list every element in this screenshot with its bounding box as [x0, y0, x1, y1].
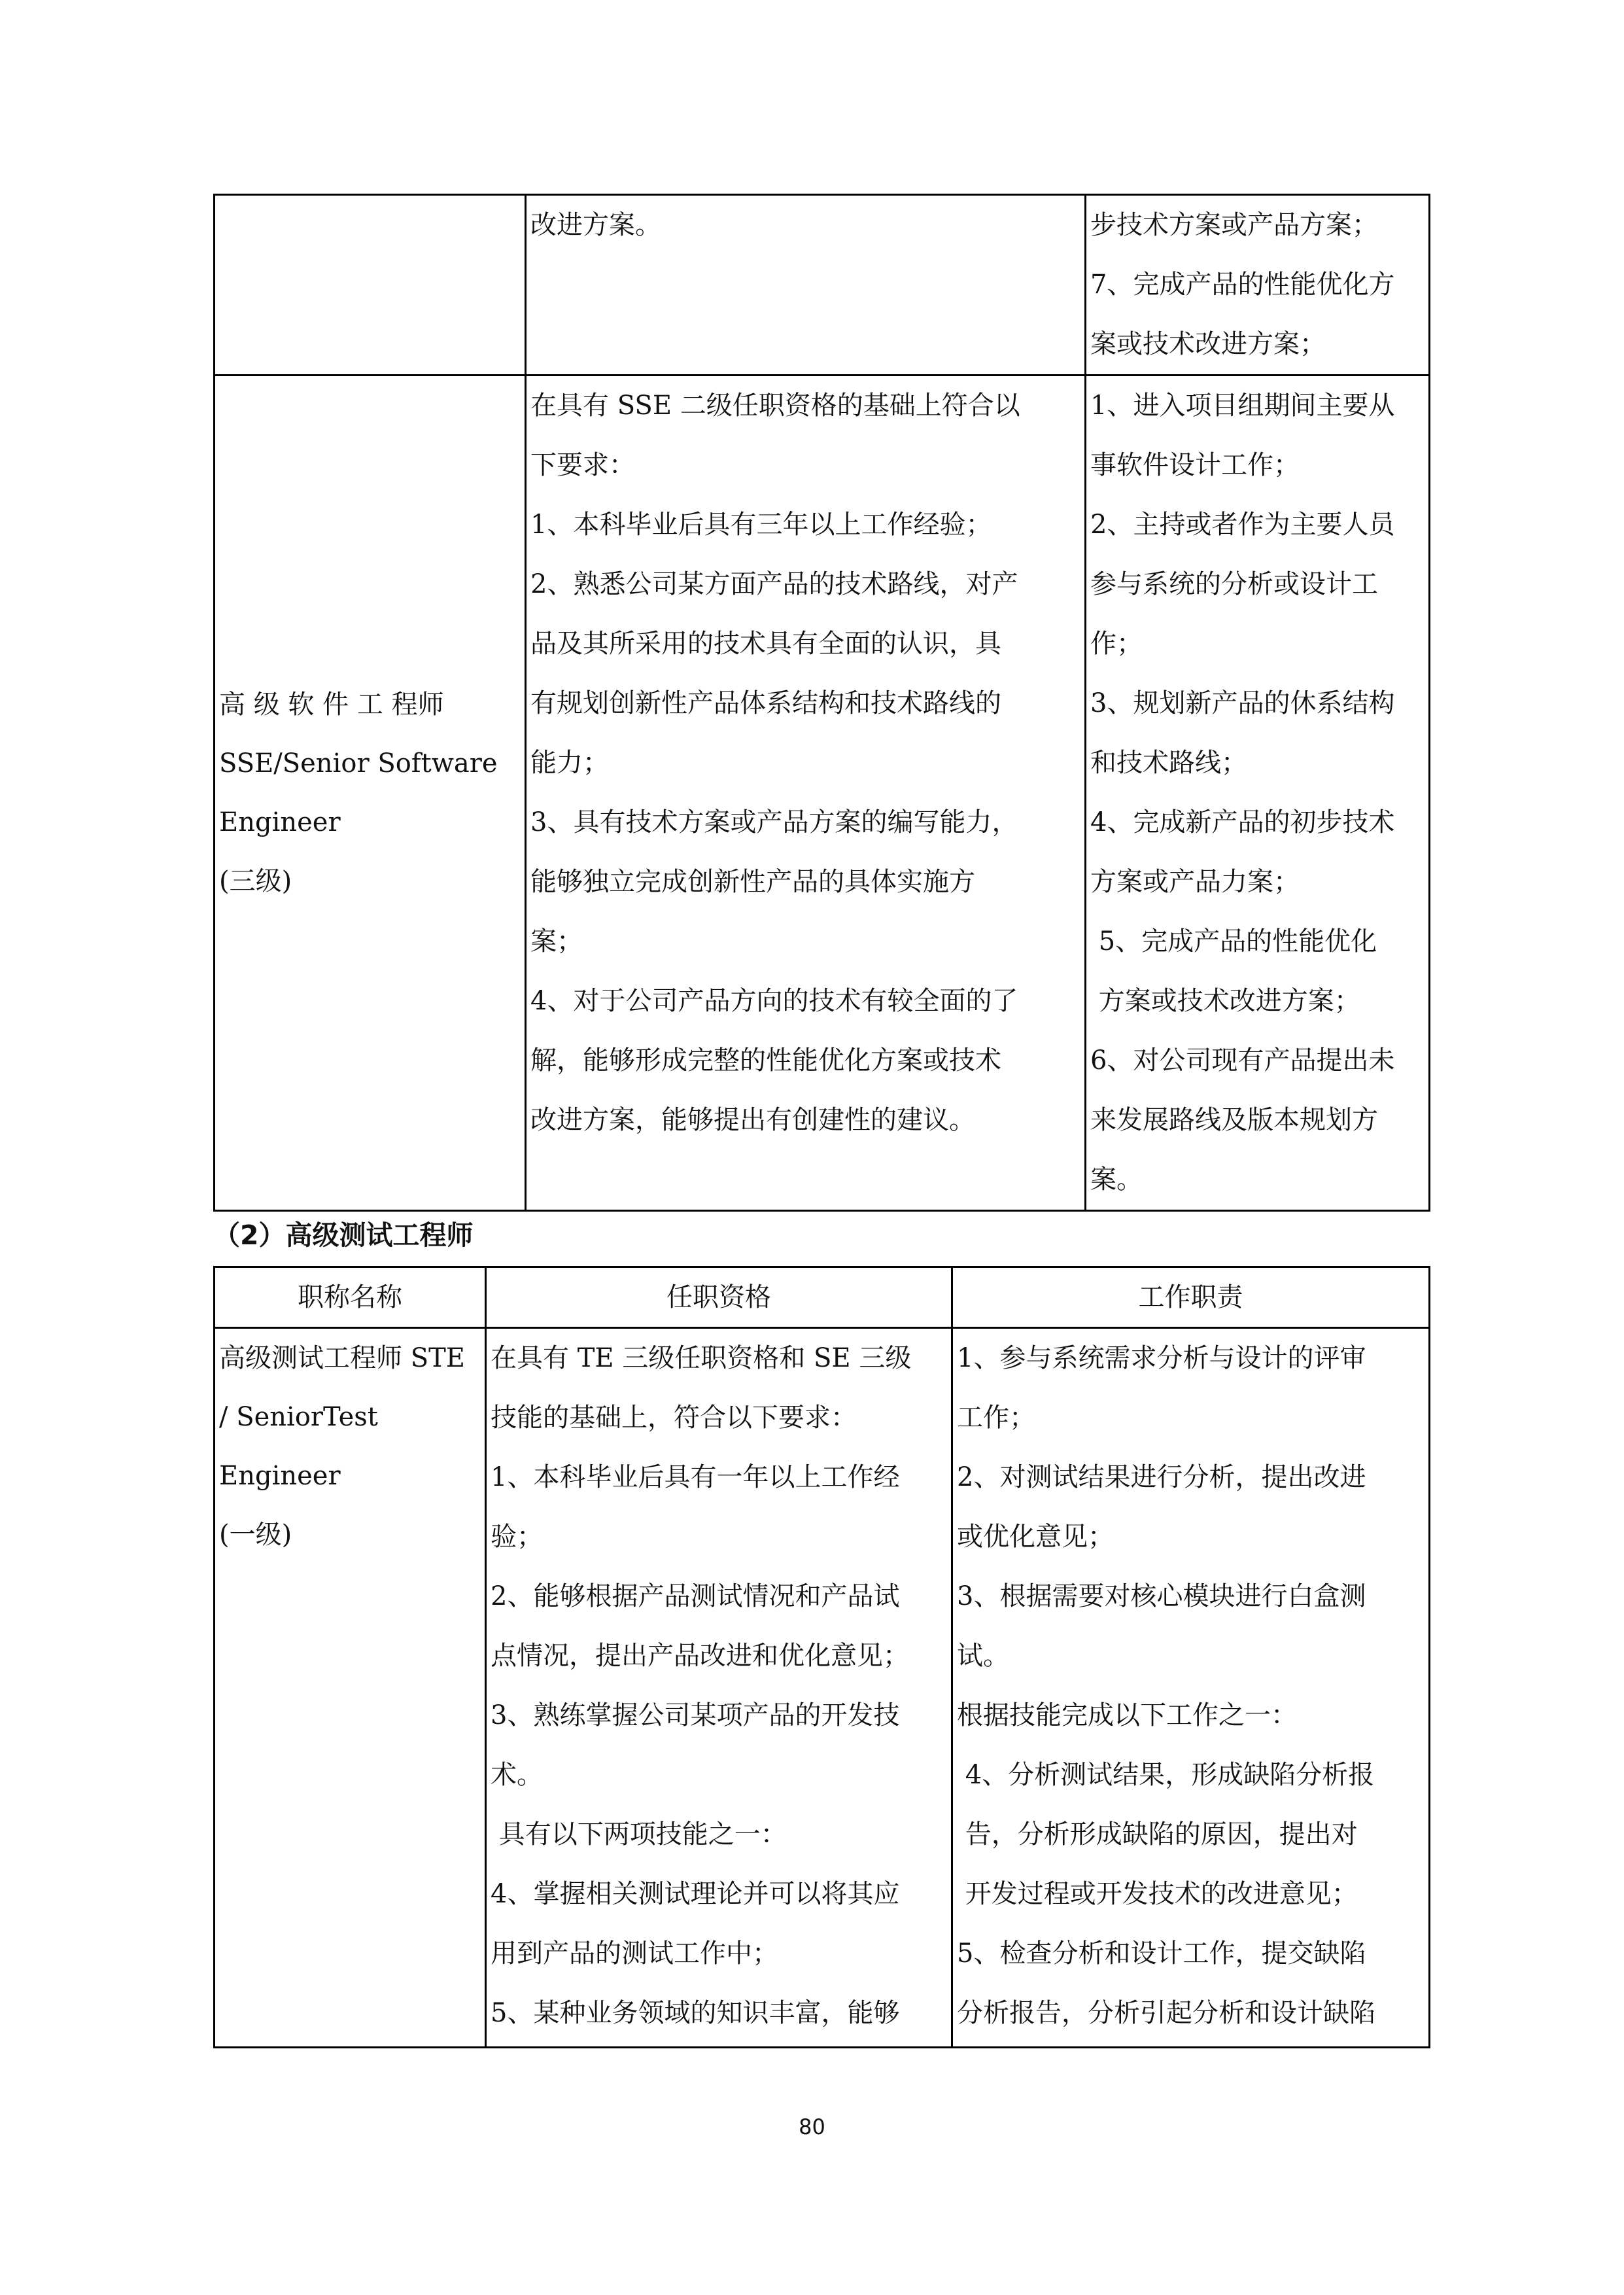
text-line: 作； [1090, 629, 1143, 659]
text-line: 方案或技术改进方案； [1090, 986, 1360, 1016]
text-line: 在具有 TE 三级任职资格和 SE 三级 [491, 1343, 912, 1373]
text-line: 具有以下两项技能之一： [491, 1819, 787, 1849]
qualification-cell [486, 1328, 952, 2048]
text-line: 3、具有技术方案或产品方案的编写能力， [530, 807, 1018, 837]
text-line: 来发展路线及版本规划方 [1090, 1105, 1378, 1135]
text-line: 3、熟练掌握公司某项产品的开发技 [491, 1700, 900, 1730]
text-line: 品及其所采用的技术具有全面的认识，具 [530, 629, 1001, 659]
text-line: / SeniorTest [219, 1402, 378, 1432]
text-line: 2、对测试结果进行分析，提出改进 [957, 1462, 1366, 1492]
text-line: 能够独立完成创新性产品的具体实施方 [530, 867, 975, 897]
text-line: 3、规划新产品的休系结构 [1090, 688, 1395, 718]
text-line: 改进方案，能够提出有创建性的建议。 [530, 1105, 975, 1135]
text-line: 5、检查分析和设计工作，提交缺陷 [957, 1938, 1366, 1969]
text-line: Engineer [219, 1461, 341, 1491]
text-line: 技能的基础上，符合以下要求： [491, 1403, 857, 1433]
qualification-cell [526, 195, 1086, 376]
text-line: 1、本科毕业后具有一年以上工作经 [491, 1462, 900, 1492]
text-line: (一级) [219, 1520, 292, 1550]
text-line: 方案或产品力案； [1090, 867, 1300, 897]
header-qualification: 任职资格 [486, 1267, 952, 1328]
text-line: 1、参与系统需求分析与设计的评审 [957, 1343, 1366, 1373]
sse-qualification-table [213, 194, 1430, 1212]
text-line: 4、对于公司产品方向的技术有较全面的了 [530, 986, 1018, 1016]
text-line: (三级) [219, 866, 292, 896]
text-line: 或优化意见； [957, 1522, 1114, 1552]
text-line: 开发过程或开发技术的改进意见； [957, 1879, 1358, 1909]
section-title: （2）高级测试工程师 [213, 1219, 474, 1251]
text-line: 高级测试工程师 STE [219, 1343, 465, 1373]
text-line: 5、某种业务领域的知识丰富，能够 [491, 1998, 900, 2028]
duties-cell [952, 1328, 1430, 2048]
table-row [215, 195, 1430, 376]
text-line: 根据技能完成以下工作之一： [957, 1700, 1297, 1730]
text-line: 下要求： [530, 450, 635, 480]
page-number: 80 [799, 2114, 825, 2139]
duties-cell [1086, 376, 1430, 1211]
text-line: 4、分析测试结果，形成缺陷分析报 [957, 1760, 1375, 1790]
title-cell [215, 376, 526, 1211]
text-line: 4、完成新产品的初步技术 [1090, 807, 1395, 837]
table-row [215, 1328, 1430, 2048]
text-line: 案或技术改进方案； [1090, 329, 1326, 359]
text-line: 2、能够根据产品测试情况和产品试 [491, 1581, 900, 1611]
text-line: 参与系统的分析或设计工 [1090, 569, 1378, 599]
title-cell [215, 1328, 486, 2048]
text-line: 用到产品的测试工作中； [491, 1938, 778, 1969]
header-duties: 工作职责 [952, 1267, 1430, 1328]
text-line: 分析报告，分析引起分析和设计缺陷 [957, 1998, 1375, 2028]
ste-qualification-table [213, 1266, 1430, 2048]
text-line: 有规划创新性产品体系结构和技术路线的 [530, 688, 1001, 718]
text-line: 事软件设计工作； [1090, 450, 1300, 480]
text-line: 6、对公司现有产品提出未 [1090, 1045, 1395, 1076]
qualification-cell [526, 376, 1086, 1211]
text-line: 试。 [957, 1641, 1009, 1671]
title-cell [215, 195, 526, 376]
text-line: 和技术路线； [1090, 748, 1247, 778]
text-line: 步技术方案或产品方案； [1090, 210, 1378, 240]
text-line: Engineer [219, 807, 341, 837]
text-line: 高 级 软 件 工 程师 [219, 690, 444, 720]
text-line: 4、掌握相关测试理论并可以将其应 [491, 1879, 900, 1909]
text-line: 3、根据需要对核心模块进行白盒测 [957, 1581, 1366, 1611]
text-line: 案。 [1090, 1165, 1143, 1195]
text-line: SSE/Senior Software [219, 748, 498, 779]
text-line: 2、主持或者作为主要人员 [1090, 510, 1395, 540]
text-line: 在具有 SSE 二级任职资格的基础上符合以 [530, 391, 1020, 421]
text-line: 验； [491, 1522, 543, 1552]
text-line: 术。 [491, 1760, 543, 1790]
text-line: 工作； [957, 1403, 1035, 1433]
text-line: 点情况，提出产品改进和优化意见； [491, 1641, 909, 1671]
text-line: 案； [530, 926, 583, 956]
text-line: 7、完成产品的性能优化方 [1090, 270, 1395, 300]
text-line: 2、熟悉公司某方面产品的技术路线，对产 [530, 569, 1018, 599]
table-header-row [215, 1267, 1430, 1328]
text-line: 1、进入项目组期间主要从 [1090, 391, 1395, 421]
table-row [215, 376, 1430, 1211]
duties-cell [1086, 195, 1430, 376]
header-title: 职称名称 [215, 1267, 486, 1328]
text-line: 告，分析形成缺陷的原因，提出对 [957, 1819, 1358, 1849]
text-line: 解，能够形成完整的性能优化方案或技术 [530, 1045, 1001, 1076]
text-line: 5、完成产品的性能优化 [1090, 926, 1377, 956]
text-line: 1、本科毕业后具有三年以上工作经验； [530, 510, 992, 540]
text-line: 能力； [530, 748, 609, 778]
text-line: 改进方案。 [530, 210, 661, 240]
